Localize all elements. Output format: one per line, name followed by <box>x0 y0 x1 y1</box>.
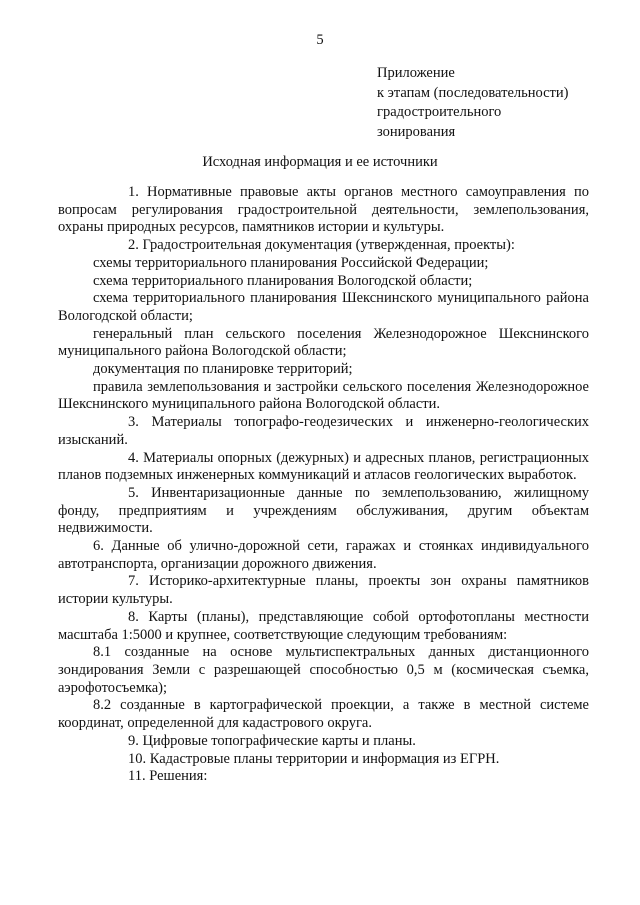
paragraph-text: 8.2 созданные в картографической проекции, а также в местной системе координат, определенной для кадастрового округа. <box>58 697 589 732</box>
appendix-caption <box>377 64 568 142</box>
paragraph <box>58 450 589 485</box>
paragraph <box>58 538 589 573</box>
paragraph-text: Историко-архитектурные планы, проекты зон охраны памятников истории культуры. <box>58 573 590 608</box>
paragraph-text: Материалы топографо-геодезических и инженерно-геологических изысканий. <box>58 414 589 448</box>
paragraph-text: схема территориального планирования Вологодской области; <box>93 272 473 289</box>
appendix-line: к этапам (последовательности) <box>377 84 569 101</box>
paragraph-number: 4. <box>128 449 139 466</box>
page-number: 5 <box>316 32 324 48</box>
paragraph-number: 7. <box>128 573 139 590</box>
paragraph <box>58 290 589 325</box>
paragraph-text: документация по планировке территорий; <box>93 361 353 378</box>
paragraph <box>58 184 589 237</box>
paragraph-number: 9. <box>128 732 139 749</box>
paragraph <box>58 751 589 769</box>
appendix-line: Приложение <box>377 65 455 81</box>
paragraph <box>58 485 589 538</box>
paragraph <box>58 414 589 449</box>
section-heading: Исходная информация и ее источники <box>202 154 438 170</box>
paragraph <box>58 609 589 644</box>
paragraph <box>58 768 589 786</box>
paragraph <box>58 237 589 255</box>
paragraph-text: 6. Данные об улично-дорожной сети, гаражах и стоянках индивидуального автотранспорта, организации дорожного движения. <box>58 538 589 572</box>
paragraph <box>58 361 589 379</box>
paragraph <box>58 697 589 732</box>
paragraph-text: правила землепользования и застройки сельского поселения Железнодорожное Шекснинского муниципального района Вологодской области. <box>58 378 589 413</box>
paragraph <box>58 273 589 291</box>
paragraph-text: Карты (планы), представляющие собой ортофотопланы местности масштаба 1:5000 и крупнее, соответствующие следующим требованиям: <box>58 608 590 643</box>
paragraph <box>58 255 589 273</box>
paragraph-text: Материалы опорных (дежурных) и адресных планов, регистрационных планов подземных инженерных коммуникаций и атласов геологических выработок. <box>58 449 590 484</box>
paragraph-number: 11. <box>128 768 146 785</box>
paragraph <box>58 733 589 751</box>
paragraph-number: 1. <box>128 184 139 200</box>
paragraph <box>58 573 589 608</box>
paragraph-text: Цифровые топографические карты и планы. <box>142 732 416 749</box>
paragraph <box>58 644 589 697</box>
paragraph-text: схемы территориального планирования Российской Федерации; <box>93 254 489 271</box>
paragraph <box>58 379 589 414</box>
paragraph-number: 10. <box>128 750 147 767</box>
document-body <box>58 184 589 786</box>
paragraph <box>58 326 589 361</box>
paragraph-text: генеральный план сельского поселения Железнодорожное Шекснинского муниципального района Вологодской области; <box>58 325 589 360</box>
paragraph-text: Нормативные правовые акты органов местного самоуправления по вопросам регулирования градостроительной деятельности, землепользования, охраны природных ресурсов, памятников истории и культуры. <box>58 184 589 236</box>
paragraph-text: Кадастровые планы территории и информация из ЕГРН. <box>149 750 500 767</box>
appendix-line: зонирования <box>377 123 456 140</box>
paragraph-text: Градостроительная документация (утвержденная, проекты): <box>142 237 515 254</box>
paragraph-text: Инвентаризационные данные по землепользованию, жилищному фонду, предприятиям и учреждениям обслуживания, другим объектам недвижимости. <box>58 484 589 537</box>
paragraph-number: 5. <box>128 484 139 501</box>
paragraph-text: 8.1 созданные на основе мультиспектральных данных дистанционного зондирования Земли с разрешающей способностью 0,5 м (космическая съемка, аэрофотосъемка); <box>58 644 589 696</box>
paragraph-text: схема территориального планирования Шекснинского муниципального района Вологодской области; <box>58 290 589 324</box>
paragraph-text: Решения: <box>149 768 208 785</box>
paragraph-number: 3. <box>128 414 139 431</box>
paragraph-number: 8. <box>128 608 139 625</box>
appendix-line: градостроительного <box>377 104 502 120</box>
paragraph-number: 2. <box>128 237 139 254</box>
